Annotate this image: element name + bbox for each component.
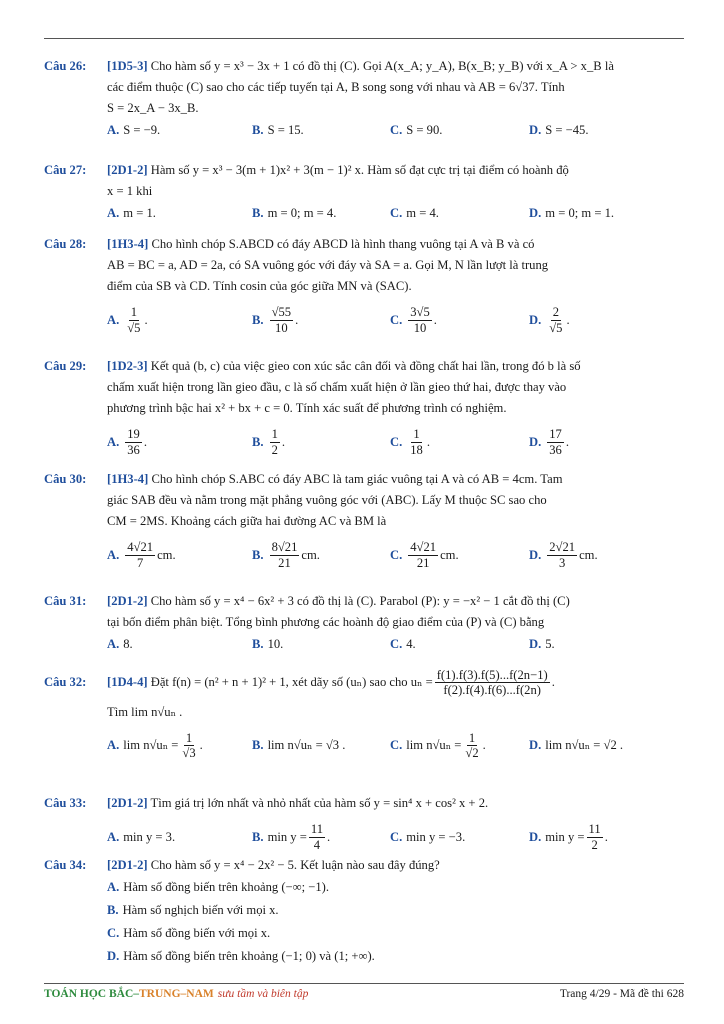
question-34 xyxy=(44,855,684,968)
fraction: $\frac{1}{18}$ xyxy=(410,427,423,457)
question-26 xyxy=(44,56,684,141)
option-d[interactable]: D. min y = $\frac{11}{2}$ . xyxy=(529,822,608,852)
option-c[interactable]: C. $\frac{4√21}{21}$ cm. xyxy=(390,540,459,570)
question-line: x = 1 khi xyxy=(107,184,153,198)
option-a[interactable]: A. Hàm số đồng biến trên khoảng (−∞; −1). xyxy=(107,880,330,894)
option-a[interactable]: A. S = −9. xyxy=(107,122,161,137)
option-b[interactable]: B. m = 0; m = 4. xyxy=(252,205,337,220)
footer-rule xyxy=(44,983,684,984)
question-32: Câu 32: [1D4-4] Đặt f(n) = (n² + n + 1)² + 1, xét dãy số (uₙ) sao cho uₙ = $\frac{f(1).f(3).f(5)...f(2n-1)}{f(2).f(4).f(6)...f(2n)}$ . Tìm lim n√uₙ . A. lim n√uₙ = $\frac{1}{√3}$ . B. lim n√uₙ = √3 . C. lim n√uₙ = $\frac{1}{√2}$ . D. lim n√uₙ = √2 . xyxy=(44,668,684,769)
fraction: $\frac{3√5}{10}$ xyxy=(410,305,430,335)
answer-options xyxy=(107,119,684,141)
option-b[interactable]: B. min y = $\frac{11}{4}$ . xyxy=(252,822,331,852)
question-text: Cho hàm số y = x⁴ − 2x² − 5. Kết luận nào sau đây đúng? xyxy=(150,858,440,872)
option-d[interactable]: D. $\frac{2√21}{3}$ cm. xyxy=(529,540,598,570)
answer-options xyxy=(107,297,684,343)
question-code: [2D1-2] xyxy=(107,163,148,177)
answer-options xyxy=(107,419,684,465)
fraction: $\frac{√55}{10}$ xyxy=(271,305,292,335)
question-number: Câu 26: xyxy=(44,59,87,73)
question-number: Câu 34: xyxy=(44,858,87,872)
option-a[interactable]: A. 8. xyxy=(107,636,133,651)
question-number: Câu 30: xyxy=(44,472,87,486)
fraction: $\frac{1}{√2}$ xyxy=(465,730,479,761)
option-b[interactable]: B. 10. xyxy=(252,636,284,651)
question-33 xyxy=(44,793,684,860)
question-line: tại bốn điểm phân biệt. Tổng bình phương các hoành độ giao điểm của (P) và (C) bằng xyxy=(107,615,545,629)
option-d[interactable]: D. $\frac{17}{36}$ . xyxy=(529,427,569,457)
footer-brand-a: TOÁN HỌC BẮC– xyxy=(44,988,139,1000)
fraction: $\frac{17}{36}$ xyxy=(549,427,562,457)
fraction: $\frac{11}{2}$ xyxy=(588,822,601,852)
question-text: Kết quả (b, c) của việc gieo con xúc sắc cân đối và đồng chất hai lần, trong đó b là số xyxy=(150,359,581,373)
question-line: giác SAB đều và nằm trong mặt phẳng vuông góc với (ABC). Lấy M thuộc SC sao cho xyxy=(107,493,547,507)
answer-list xyxy=(107,876,684,968)
option-c[interactable]: C. Hàm số đồng biến với mọi x. xyxy=(107,926,271,940)
fraction: $\frac{2}{√5}$ xyxy=(549,305,563,335)
option-a[interactable]: A. m = 1. xyxy=(107,205,156,220)
option-c[interactable]: C. S = 90. xyxy=(390,122,443,137)
top-rule xyxy=(44,38,684,39)
option-d[interactable]: D. Hàm số đồng biến trên khoảng (−1; 0) và (1; +∞). xyxy=(107,949,375,963)
question-28 xyxy=(44,234,684,343)
option-d[interactable]: D. $\frac{2}{√5}$ . xyxy=(529,305,570,335)
option-a[interactable]: A. $\frac{19}{36}$ . xyxy=(107,427,147,457)
option-b[interactable]: B. $\frac{√55}{10}$ . xyxy=(252,305,299,335)
question-line: các điểm thuộc (C) sao cho các tiếp tuyến tại A, B song song với nhau và AB = 6√37. Tính xyxy=(107,80,565,94)
option-d[interactable]: D. 5. xyxy=(529,636,555,651)
fraction: $\frac{4√21}{7}$ xyxy=(127,540,154,570)
question-text: Tìm giá trị lớn nhất và nhỏ nhất của hàm số y = sin⁴ x + cos² x + 2. xyxy=(150,796,489,810)
fraction: $\frac{19}{36}$ xyxy=(127,427,140,457)
answer-options xyxy=(107,633,684,655)
fraction: $\frac{11}{4}$ xyxy=(310,822,323,852)
option-d[interactable]: D. m = 0; m = 1. xyxy=(529,205,615,220)
option-c[interactable]: C. 4. xyxy=(390,636,416,651)
answer-options xyxy=(107,723,684,769)
option-c[interactable]: C. $\frac{3√5}{10}$ . xyxy=(390,305,437,335)
question-code: [1D5-3] xyxy=(107,59,148,73)
question-line: AB = BC = a, AD = 2a, có SA vuông góc với đáy và SA = a. Gọi M, N lần lượt là trung xyxy=(107,258,549,272)
option-c[interactable]: C. min y = −3. xyxy=(390,829,466,844)
option-b[interactable]: B. Hàm số nghịch biến với mọi x. xyxy=(107,903,279,917)
question-line: CM = 2MS. Khoảng cách giữa hai đường AC và BM là xyxy=(107,514,387,528)
fraction: $\frac{1}{√5}$ xyxy=(127,305,141,335)
option-b[interactable]: B. S = 15. xyxy=(252,122,304,137)
answer-options xyxy=(107,532,684,578)
question-code: [1H3-4] xyxy=(107,237,149,251)
fraction: $\frac{8√21}{21}$ xyxy=(271,540,298,570)
answer-options xyxy=(107,814,684,860)
question-number: Câu 32: xyxy=(44,675,87,690)
question-text: Cho hàm số y = x⁴ − 6x² + 3 có đồ thị là (C). Parabol (P): y = −x² − 1 cắt đồ thị (C) xyxy=(150,594,570,608)
question-text: Cho hình chóp S.ABCD có đáy ABCD là hình thang vuông tại A và B và có xyxy=(151,237,535,251)
fraction: $\frac{1}{2}$ xyxy=(271,427,278,457)
question-line: Tìm lim n√uₙ . xyxy=(107,704,183,719)
question-line: chấm xuất hiện trong lần gieo đầu, c là số chấm xuất hiện ở lần gieo thứ hai, được thay vào xyxy=(107,380,567,394)
question-number: Câu 33: xyxy=(44,796,87,810)
question-number: Câu 27: xyxy=(44,163,87,177)
option-d[interactable]: D. lim n√uₙ = √2 . xyxy=(529,738,624,753)
answer-options xyxy=(107,202,684,224)
page-number: Trang 4/29 - Mã đề thi 628 xyxy=(559,988,684,1000)
question-number: Câu 31: xyxy=(44,594,87,608)
option-a[interactable]: A. $\frac{1}{√5}$ . xyxy=(107,305,148,335)
question-30 xyxy=(44,469,684,578)
question-code: [2D1-2] xyxy=(107,594,148,608)
question-line: S = 2x_A − 3x_B. xyxy=(107,101,199,115)
question-text: Cho hình chóp S.ABC có đáy ABC là tam giác vuông tại A và có AB = 4cm. Tam xyxy=(151,472,563,486)
question-code: [1D4-4] xyxy=(107,675,148,690)
question-number: Câu 28: xyxy=(44,237,87,251)
sequence-fraction: $\frac{f(1).f(3).f(5)...f(2n-1)}{f(2).f(4).f(6)...f(2n)}$ xyxy=(436,668,548,698)
option-c[interactable]: C. m = 4. xyxy=(390,205,439,220)
fraction: $\frac{2√21}{3}$ xyxy=(549,540,576,570)
question-code: [1H3-4] xyxy=(107,472,149,486)
option-d[interactable]: D. S = −45. xyxy=(529,122,589,137)
option-b[interactable]: B. $\frac{8√21}{21}$ cm. xyxy=(252,540,320,570)
option-a[interactable]: A. $\frac{4√21}{7}$ cm. xyxy=(107,540,176,570)
question-text: Hàm số y = x³ − 3(m + 1)x² + 3(m − 1)² x. Hàm số đạt cực trị tại điểm có hoành độ xyxy=(150,163,569,177)
fraction: $\frac{1}{√3}$ xyxy=(182,730,196,761)
footer-brand-b: TRUNG–NAM xyxy=(139,988,214,1000)
question-code: [2D1-2] xyxy=(107,858,148,872)
question-code: [2D1-2] xyxy=(107,796,148,810)
question-code: [1D2-3] xyxy=(107,359,148,373)
question-number: Câu 29: xyxy=(44,359,87,373)
option-c[interactable]: C. lim n√uₙ = $\frac{1}{√2}$ . xyxy=(390,730,486,761)
question-text: Cho hàm số y = x³ − 3x + 1 có đồ thị (C). Gọi A(x_A; y_A), B(x_B; y_B) với x_A > x_B là xyxy=(150,59,614,73)
fraction: $\frac{4√21}{21}$ xyxy=(410,540,437,570)
footer-credit: sưu tầm và biên tập xyxy=(217,988,309,1000)
option-a[interactable]: A. min y = 3. xyxy=(107,829,176,844)
question-29 xyxy=(44,356,684,465)
option-b[interactable]: B. lim n√uₙ = √3 . xyxy=(252,738,346,753)
option-b[interactable]: B. $\frac{1}{2}$ . xyxy=(252,427,286,457)
option-c[interactable]: C. $\frac{1}{18}$ . xyxy=(390,427,430,457)
page-footer xyxy=(44,988,684,1004)
question-27 xyxy=(44,160,684,224)
question-line: điểm của SB và CD. Tính cosin của góc giữa MN và (SAC). xyxy=(107,279,412,293)
question-31 xyxy=(44,591,684,655)
question-text: Đặt f(n) = (n² + n + 1)² + 1, xét dãy số (uₙ) sao cho uₙ = xyxy=(150,675,433,690)
option-a[interactable]: A. lim n√uₙ = $\frac{1}{√3}$ . xyxy=(107,730,203,761)
question-line: phương trình bậc hai x² + bx + c = 0. Tính xác suất để phương trình có nghiệm. xyxy=(107,401,507,415)
